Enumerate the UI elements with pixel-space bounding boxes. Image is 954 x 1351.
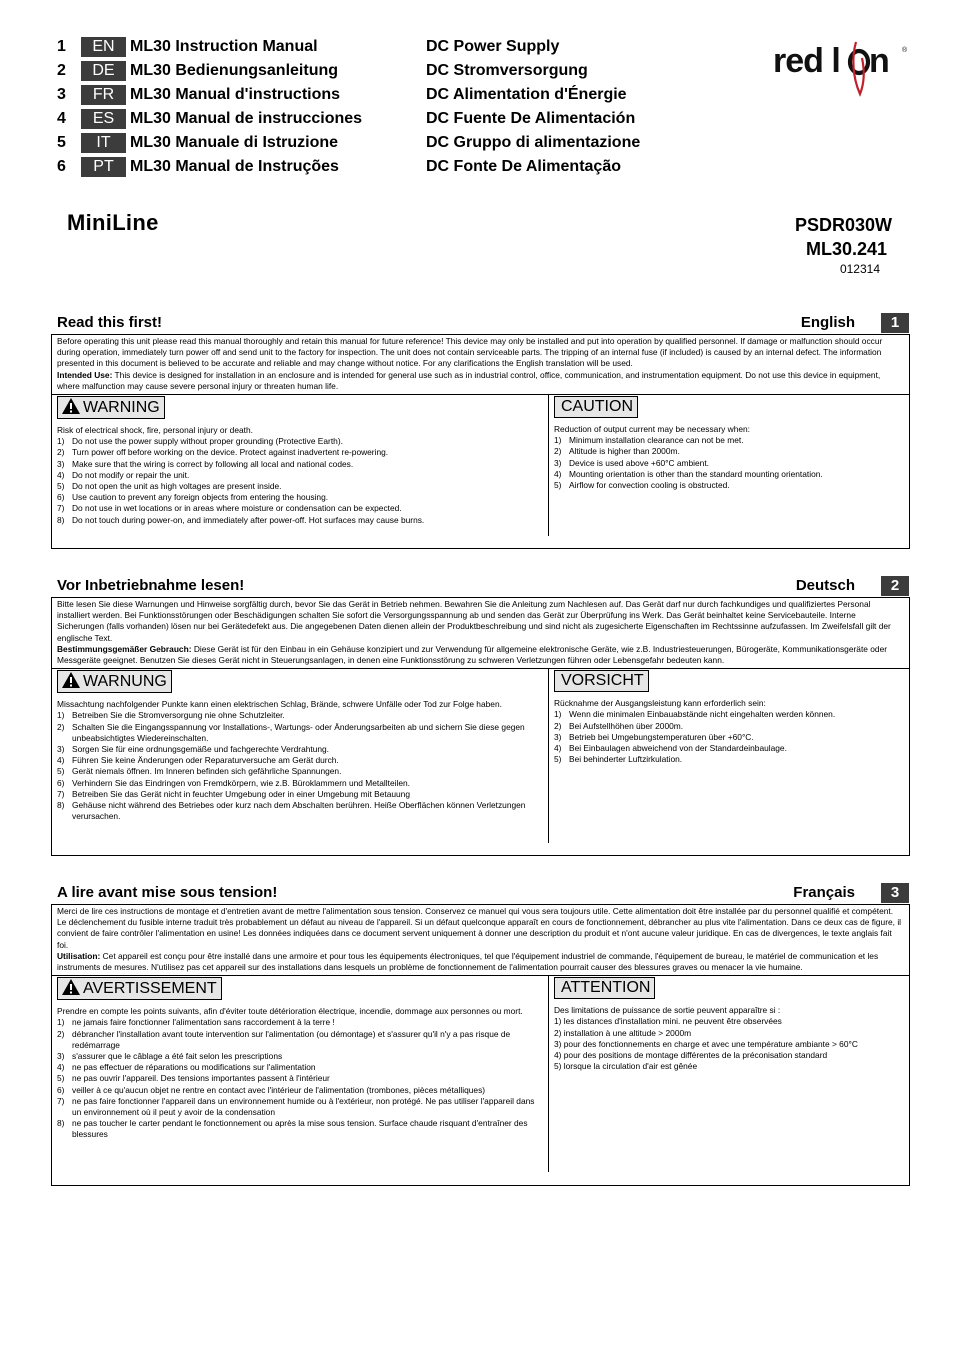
manual-subtitle: DC Stromversorgung	[426, 62, 588, 79]
warning-triangle-icon	[61, 671, 81, 689]
index-row-es	[57, 108, 636, 130]
index-row-en	[57, 36, 560, 58]
section-language: English	[800, 314, 855, 331]
intro-paragraph: Before operating this unit please read this manual thoroughly and retain this manual for future reference! This device may only be installed and put into operation by qualified personnel. If damage or malfunction should occur during operation, immediately turn power off and send unit to the factory for inspection. The unit does not contain serviceable parts. The tripping of an internal fuse (if included) is caused by an internal defect. The information presented in this document is believed to be accurate and reliable and may change without notice. For any clarifications the English translation will be used.	[57, 336, 883, 369]
list-item: 1) Wenn die minimalen Einbauabstände nicht eingehalten werden können.	[554, 709, 836, 720]
language-code-badge: FR	[81, 85, 126, 105]
list-item: 4) Führen Sie keine Änderungen oder Reparaturversuche am Gerät durch.	[57, 755, 339, 766]
caution-list	[554, 1016, 903, 1072]
index-row-de	[57, 60, 588, 82]
caution-list	[554, 435, 903, 491]
list-item: 5) lorsque la circulation d'air est gênée	[554, 1061, 698, 1072]
language-code-badge: ES	[81, 109, 126, 129]
warning-lead: Risk of electrical shock, fire, personal injury or death.	[57, 425, 253, 436]
section-language: Français	[793, 884, 855, 901]
caution-lead: Reduction of output current may be necessary when:	[554, 424, 750, 435]
list-item: 3) Sorgen Sie für eine ordnungsgemäße und fachgerechte Verdrahtung.	[57, 744, 330, 755]
warning-label-text: WARNING	[83, 399, 160, 417]
warning-label	[57, 977, 222, 1000]
warning-label	[57, 396, 165, 419]
list-item: 8) Do not touch during power-on, and immediately after power-off. Hot surfaces may cause burns.	[57, 514, 425, 525]
list-item: 7) Do not use in wet locations or in areas where moisture or condensation can be expected.	[57, 503, 402, 514]
intro-text	[52, 905, 909, 976]
section-box-deutsch	[51, 597, 910, 856]
section-number-badge: 2	[881, 576, 909, 596]
section-number-badge: 3	[881, 883, 909, 903]
manual-title: ML30 Manual de Instruções	[130, 158, 339, 175]
warning-label-text: WARNUNG	[83, 673, 167, 691]
manual-title: ML30 Manuale di Istruzione	[130, 134, 339, 151]
list-item: 5) ne pas ouvrir l'appareil. Des tensions importantes passent à l'intérieur	[57, 1073, 330, 1084]
model-number: PSDR030W	[794, 215, 892, 235]
list-item: 1) Betreiben Sie die Stromversorgung nie ohne Schutzleiter.	[57, 710, 285, 721]
warning-column	[52, 395, 549, 536]
manual-subtitle: DC Power Supply	[426, 38, 560, 55]
warning-lead: Prendre en compte les points suivants, afin d'éviter toute détérioration électrique, incendie, dommage aux personnes ou mort.	[57, 1006, 523, 1017]
section-header-francais	[57, 883, 909, 903]
warning-list	[57, 1017, 542, 1140]
list-item: 2) Schalten Sie die Eingangsspannung vor Installations-, Wartungs- oder Änderungsarbeiten ab und sichern Sie diese gegen unbeabsichtigtes Wiedereinschalten.	[57, 721, 525, 743]
list-item: 1) Minimum installation clearance can not be met.	[554, 435, 744, 446]
intended-use-text: This device is designed for installation in an enclosure and is intended for general use such as in industrial control, office, communication, and instrumentation equipment. Do not use this device in equipment, where malfunction may cause severe personal injury or threaten human life.	[57, 369, 881, 391]
manual-title: ML30 Bedienungsanleitung	[130, 62, 339, 79]
caution-column	[549, 669, 909, 843]
list-item: 6) Verhindern Sie das Eindringen von Fremdkörpern, wie z.B. Büroklammern und Metallteilen.	[57, 777, 410, 788]
list-item: 1) ne jamais faire fonctionner l'alimentation sans raccordement à la terre !	[57, 1017, 335, 1028]
list-item: 6) veiller à ce qu'aucun objet ne rentre en contact avec l'intérieur de l'alimentation (trombones, pièces métalliques)	[57, 1084, 486, 1095]
caution-lead: Rücknahme der Ausgangsleistung kann erforderlich sein:	[554, 698, 766, 709]
list-item: 1) les distances d'installation mini. ne peuvent être observées	[554, 1016, 782, 1027]
section-number-badge: 1	[881, 313, 909, 333]
manual-title: ML30 Instruction Manual	[130, 38, 318, 55]
caution-lead: Des limitations de puissance de sortie peuvent apparaître si :	[554, 1005, 781, 1016]
intended-use-label: Utilisation:	[57, 950, 101, 961]
language-code-badge: DE	[81, 61, 126, 81]
list-item: 3) Make sure that the wiring is correct by following all local and national codes.	[57, 458, 354, 469]
list-item: 3) Device is used above +60°C ambient.	[554, 457, 709, 468]
list-item: 2) Altitude is higher than 2000m.	[554, 446, 680, 457]
list-item: 5) Airflow for convection cooling is obstructed.	[554, 480, 730, 491]
caution-label: ATTENTION	[554, 977, 655, 999]
list-item: 3) s'assurer que le câblage a été fait selon les prescriptions	[57, 1051, 283, 1062]
product-line-name: MiniLine	[67, 210, 159, 235]
svg-text:n: n	[869, 42, 890, 80]
model-number: ML30.241	[805, 239, 887, 259]
manual-subtitle: DC Alimentation d'Énergie	[426, 86, 627, 103]
list-item: 8) Gehäuse nicht während des Betriebes oder kurz nach dem Abschalten berühren. Heiße Oberflächen können Verletzungen verursachen.	[57, 800, 526, 822]
section-header-english	[57, 313, 909, 333]
intro-text	[52, 335, 909, 395]
intended-use-text: Cet appareil est conçu pour être installé dans une armoire et pour tous les équipements électroniques, tel que l'équipement industriel de commande, l'équipement de bureau, le matériel de communication et les instruments de mesures. N'utilisez pas cet appareil sur des installations dans lesquels un problème de fonctionnement de l'alimentation pourrait causer des blessures graves ou menacer la vie humaine.	[57, 950, 879, 973]
warning-column	[52, 669, 549, 843]
warning-list	[57, 436, 542, 526]
list-item: 8) ne pas toucher le carter pendant le fonctionnement ou après la mise sous tension. Surface chaude risquant d'entraîner des blessures	[57, 1118, 528, 1140]
language-code-badge: EN	[81, 37, 126, 57]
section-header-deutsch	[57, 576, 909, 596]
list-item: 1) Do not use the power supply without proper grounding (Protective Earth).	[57, 436, 343, 447]
language-code-badge: IT	[81, 133, 126, 153]
list-item: 4) Bei Einbaulagen abweichend von der Standardeinbaulage.	[554, 743, 787, 754]
list-item: 2) débrancher l'installation avant toute intervention sur l'alimentation (ou démontage) et s'assurer qu'il n'y a pas risque de redémarrage	[57, 1028, 511, 1050]
caution-column	[549, 976, 909, 1172]
intended-use-label: Bestimmungsgemäßer Gebrauch:	[57, 643, 192, 654]
list-item: 5) Gerät niemals öffnen. Im Inneren befinden sich gefährliche Spannungen.	[57, 766, 342, 777]
svg-text:®: ®	[902, 47, 908, 54]
caution-column	[549, 395, 909, 536]
intro-paragraph: Merci de lire ces instructions de montage et d'entretien avant de mettre l'alimentation sous tension. Conservez ce manuel qui vous sera toujours utile. Cette alimentation doit être installée par du personnel qualifié et compétent. Le déclenchement du fusible interne traduit très probablement un défaut au niveau de l'appareil. Si un défaut quelconque apparaît en cours de fonctionnement, débrancher au plus vite l'alimentation. Dans ce deux cas de figure, il convient de faire contrôler l'alimentation en usine! Les données indiquées dans ce document servent uniquement à donner une description du produit et n'ont aucune valeur juridique. En cas de divergences, le texte anglais fait foi.	[57, 906, 902, 950]
warning-label-text: AVERTISSEMENT	[83, 980, 217, 998]
list-item: 3) Betrieb bei Umgebungstemperaturen über +60°C.	[554, 731, 754, 742]
language-code-badge: PT	[81, 157, 126, 177]
warning-label	[57, 670, 172, 693]
red-lion-logo	[772, 36, 912, 102]
list-item: 5) Bei behinderter Luftzirkulation.	[554, 754, 683, 765]
list-item: 3) pour des fonctionnements en charge et avec une température ambiante > 60°C	[554, 1038, 858, 1049]
section-box-english	[51, 334, 910, 549]
intended-use-label: Intended Use:	[57, 369, 113, 380]
warning-lead: Missachtung nachfolgender Punkte kann einen elektrischen Schlag, Brände, schwere Unfälle oder Tod zur Folge haben.	[57, 699, 502, 710]
intro-paragraph: Bitte lesen Sie diese Warnungen und Hinweise sorgfältig durch, bevor Sie das Gerät in Betrieb nehmen. Bewahren Sie die Anleitung zum Nachlesen auf. Das Gerät darf nur durch fachkundiges und qualifiziertes Personal installiert werden. Bei Funktionsstörungen oder Beschädigungen schalten Sie sofort die Versorgungsspannung ab und senden das Gerät zur Überprüfung ins Werk. Das Gerät beinhaltet keine Servicebauteile. Interne Sicherungen (falls vorhanden) lösen nur bei Gerätedefekt aus. Die angegebenen Daten dienen allein der Produktbeschreibung und sind nicht als zugesicherte Eigenschaften im Rechtssinne aufzufassen. Im Zweifelsfall gilt der englische Text.	[57, 599, 891, 643]
warning-column	[52, 976, 549, 1172]
caution-label: CAUTION	[554, 396, 638, 418]
section-title: Vor Inbetriebnahme lesen!	[57, 577, 245, 594]
manual-title: ML30 Manual d'instructions	[130, 86, 341, 103]
caution-label: VORSICHT	[554, 670, 649, 692]
list-item: 6) Use caution to prevent any foreign objects from entering the housing.	[57, 492, 329, 503]
section-title: Read this first!	[57, 314, 163, 331]
document-code: 012314	[839, 262, 880, 276]
list-item: 7) ne pas faire fonctionner l'appareil dans un environnement humide ou à l'extérieur, non protégé. Ne pas utiliser l'appareil dans un environnement où il peut y avoir de la condensation	[57, 1095, 535, 1118]
intro-text	[52, 598, 909, 669]
list-item: 2) Turn power off before working on the device. Protect against inadvertent re-powering.	[57, 447, 389, 458]
warning-list	[57, 710, 542, 822]
intended-use-text: Diese Gerät ist für den Einbau in ein Gehäuse konzipiert und zur Verwendung für allgemeine elektronische Geräte, wie z.B. Industriesteuerungen, Bürogeräte, Kommunikationsgeräte oder Messgeräte geeignet. Benutzen Sie dieses Gerät nicht in Steuerungsanlagen, in denen eine Funktionsstörung zu schweren Verletzungen führen oder Lebensgefahr bedeuten kann.	[57, 643, 888, 666]
section-language: Deutsch	[795, 577, 855, 594]
list-item: 4) Do not modify or repair the unit.	[57, 469, 190, 480]
section-title: A lire avant mise sous tension!	[57, 884, 278, 901]
list-item: 7) Betreiben Sie das Gerät nicht in feuchter Umgebung oder in einer Umgebung mit Betauung	[57, 788, 410, 799]
section-box-francais	[51, 904, 910, 1186]
index-row-it	[57, 132, 641, 154]
svg-text:red l: red l	[773, 42, 840, 80]
manual-subtitle: DC Gruppo di alimentazione	[426, 134, 641, 151]
list-item: 4) Mounting orientation is other than the standard mounting orientation.	[554, 468, 823, 479]
list-item: 2) installation à une altitude > 2000m	[554, 1027, 692, 1038]
warning-triangle-icon	[61, 978, 81, 996]
index-number: 5	[57, 134, 66, 151]
warning-triangle-icon	[61, 397, 81, 415]
index-number: 1	[57, 38, 66, 55]
index-row-pt	[57, 156, 621, 178]
manual-subtitle: DC Fuente De Alimentación	[426, 110, 636, 127]
index-number: 4	[57, 110, 66, 127]
index-number: 6	[57, 158, 66, 175]
index-number: 3	[57, 86, 66, 103]
list-item: 5) Do not open the unit as high voltages are present inside.	[57, 481, 282, 492]
index-number: 2	[57, 62, 66, 79]
list-item: 4) ne pas effectuer de réparations ou modifications sur l'alimentation	[57, 1062, 316, 1073]
manual-subtitle: DC Fonte De Alimentação	[426, 158, 621, 175]
index-row-fr	[57, 84, 627, 106]
manual-title: ML30 Manual de instrucciones	[130, 110, 363, 127]
list-item: 4) pour des positions de montage différentes de la préconisation standard	[554, 1050, 828, 1061]
list-item: 2) Bei Aufstellhöhen über 2000m.	[554, 720, 684, 731]
caution-list	[554, 709, 903, 765]
